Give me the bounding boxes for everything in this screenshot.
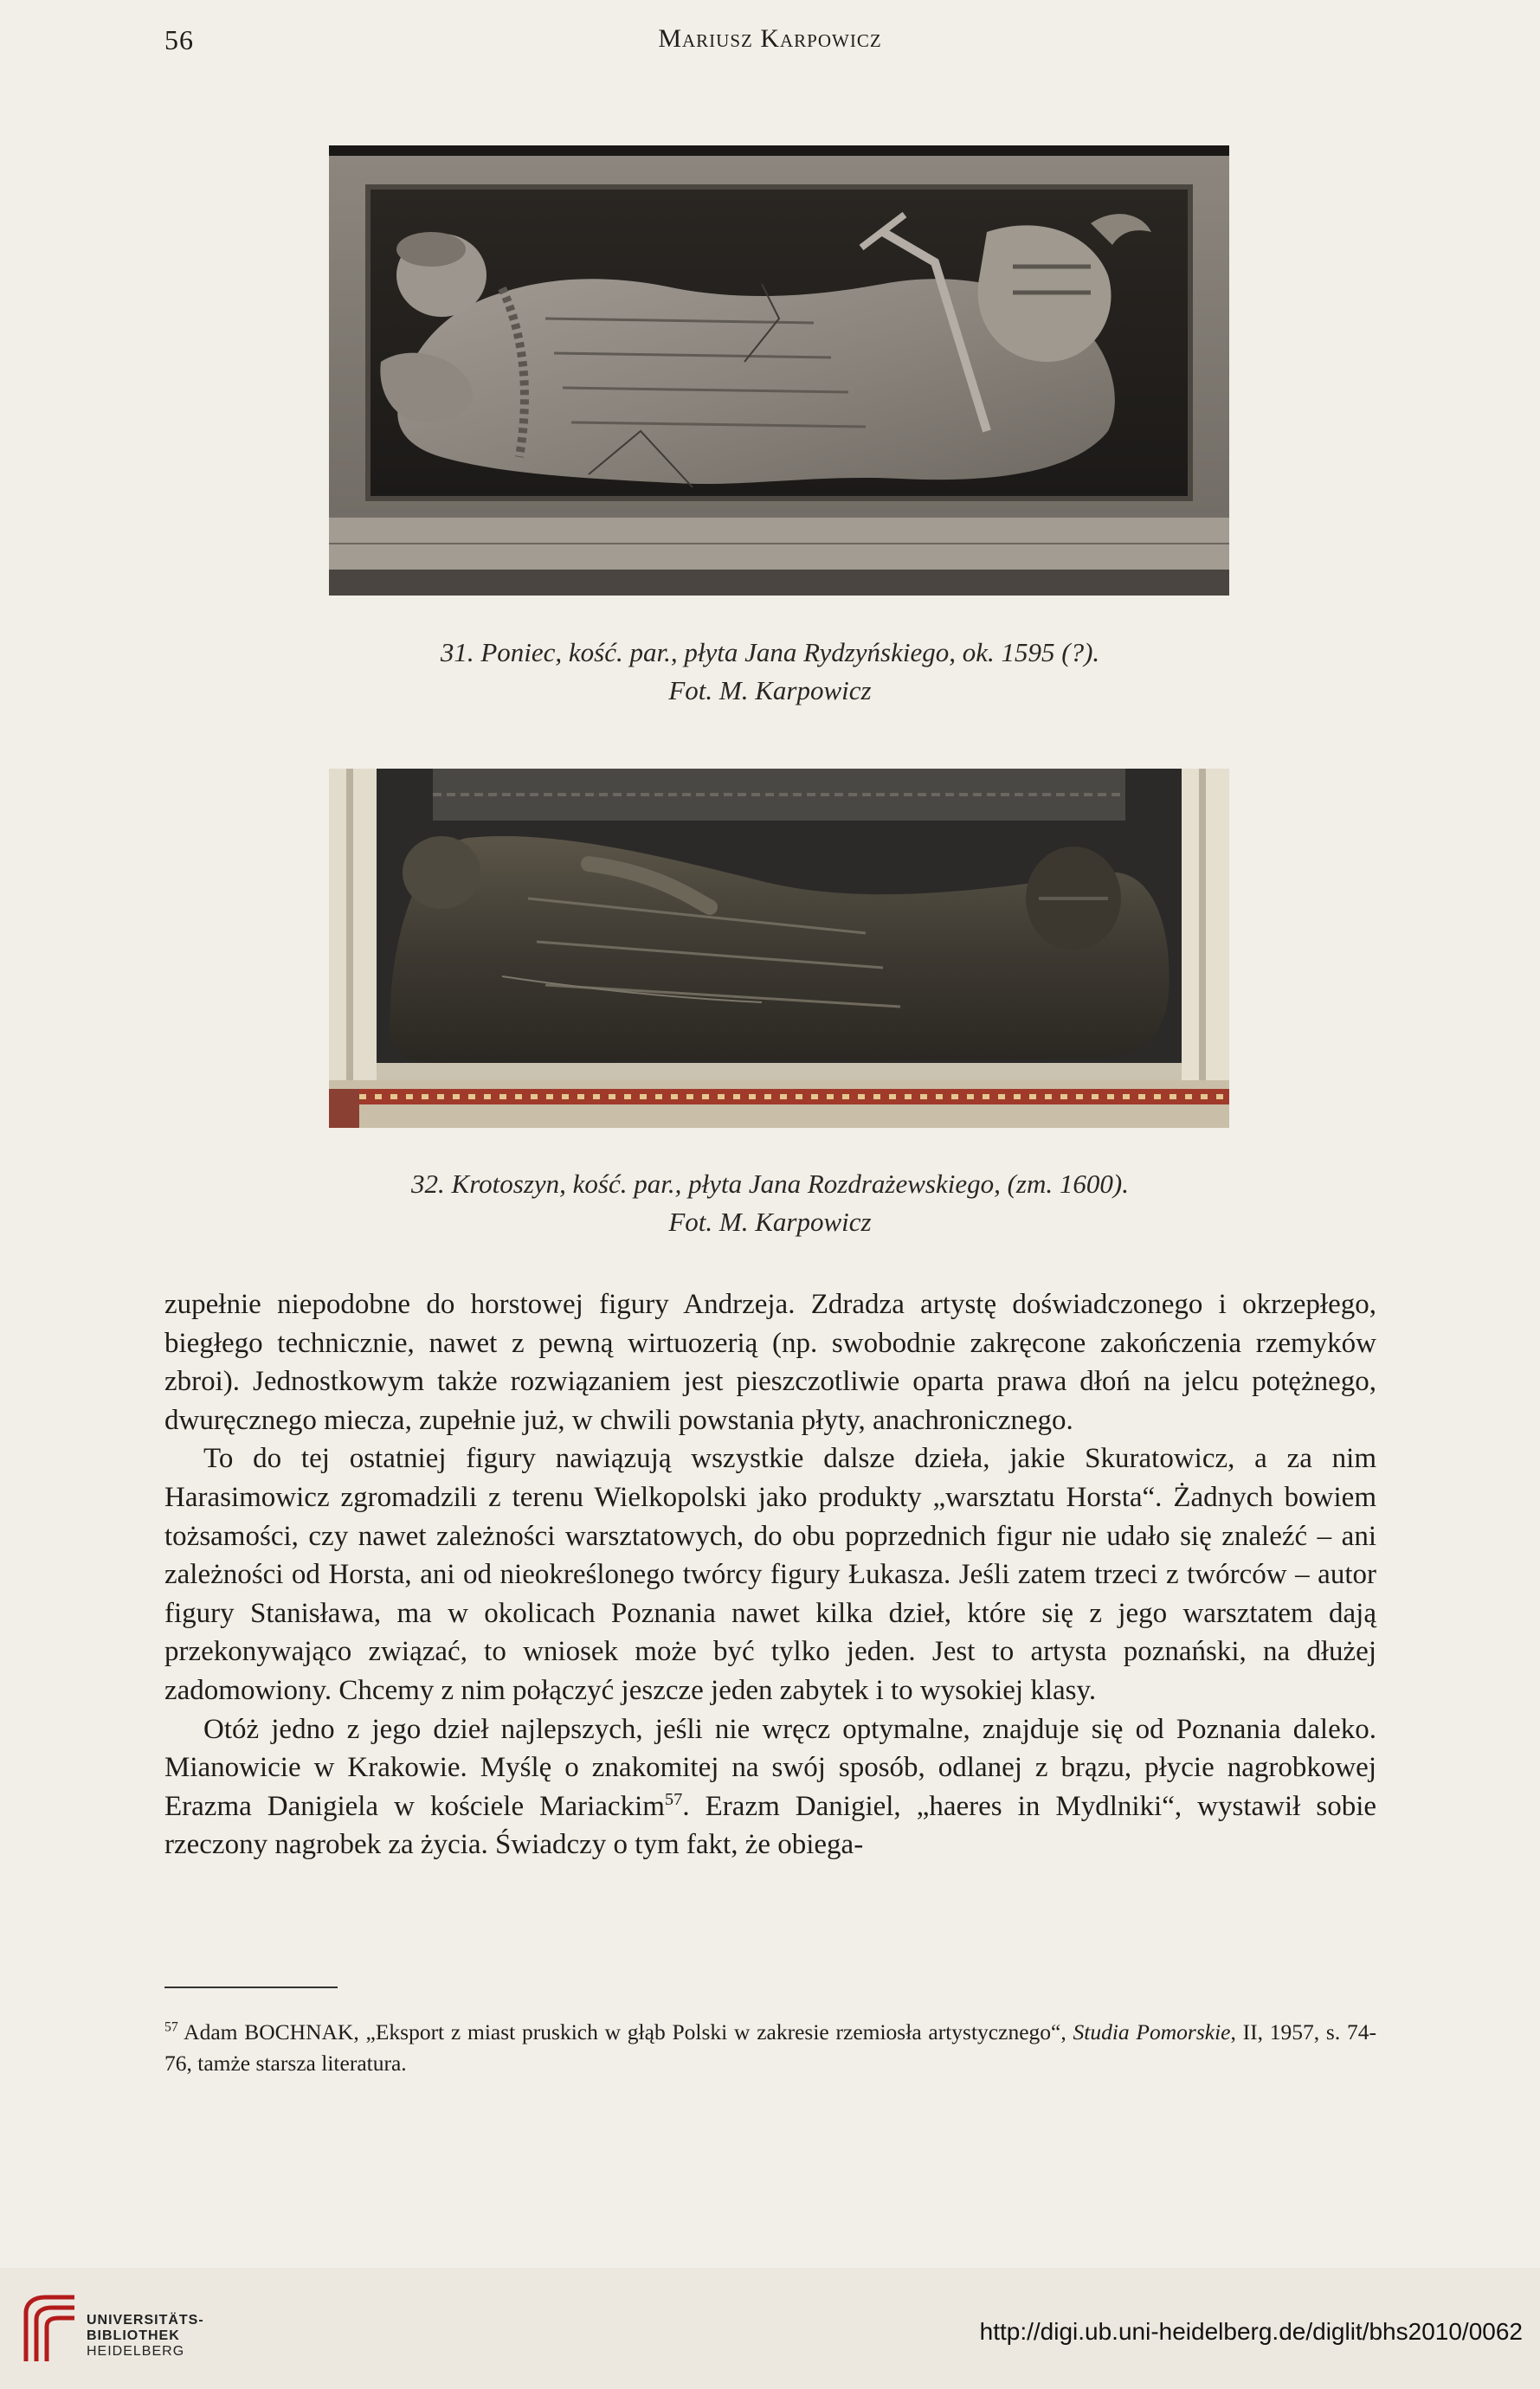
footnote-number: 57	[164, 2019, 178, 2035]
figure-31-photo	[329, 145, 1229, 596]
figure-32-caption	[0, 1165, 1540, 1241]
footnote-text-end: , II, 1957, s. 74-76, tamże starsza literatura.	[164, 2019, 1376, 2076]
footnote-divider	[164, 1987, 338, 1988]
footnote-57	[164, 2017, 1376, 2079]
source-url-link[interactable]: http://digi.ub.uni-heidelberg.de/diglit/bhs2010/0062	[979, 2318, 1523, 2345]
footnote-reference-57: 57	[664, 1789, 683, 1809]
footnote-text: Adam BOCHNAK, „Eksport z miast pruskich w głąb Polski w zakresie rzemiosła artystycznego“,	[177, 2019, 1073, 2044]
paragraph-3-text: Otóż jedno z jego dzieł najlepszych, jeśli nie wręcz optymalne, znajduje się od Poznania daleko. Mianowicie w Krakowie. Myślę o znakomitej na swój sposób, odlanej z brązu, płycie nagrobkowej Erazma Danigiela w kościele Mariackim	[164, 1713, 1376, 1822]
digitization-footer	[0, 2268, 1540, 2389]
footnote-journal-title: Studia Pomorskie	[1073, 2019, 1231, 2044]
library-name-line-3: HEIDELBERG	[87, 2344, 185, 2359]
paragraph-3	[164, 1710, 1376, 1864]
page-number: 56	[164, 24, 194, 55]
paragraph-3-continuation: . Erazm Danigiel, „haeres in Mydlniki“, wystawił sobie rzeczony nagrobek za życia. Świadczy o tym fakt, że obiega-	[164, 1790, 1377, 1861]
paragraph-1: zupełnie niepodobne do horstowej figury Andrzeja. Zdradza artystę doświadczonego i okrzepłego, biegłego technicznie, nawet z pewną wirtuozerią (np. swobodnie zakręcone zakończenia rzemyków zbroi). Jednostkowym także rozwiązaniem jest pieszczotliwie oparta prawa dłoń na jelcu potężnego, dwuręcznego miecza, zupełnie już, w chwili powstania płyty, anachronicznego.	[164, 1289, 1376, 1436]
figure-32-caption-credit: Fot. M. Karpowicz	[668, 1207, 872, 1237]
library-name	[87, 2313, 204, 2360]
body-text	[164, 1285, 1376, 1864]
figure-31-caption-credit: Fot. M. Karpowicz	[668, 675, 872, 705]
library-name-line-2: BIBLIOTHEK	[87, 2328, 180, 2343]
bronze-effigy-image	[329, 769, 1229, 1128]
tomb-slab-relief-image	[329, 145, 1229, 596]
paragraph-2: To do tej ostatniej figury nawiązują wszystkie dalsze dzieła, jakie Skuratowicz, a za nim Harasimowicz zgromadzili z terenu Wielkopolski jako produkty „warsztatu Horsta“. Żadnych bowiem tożsamości, czy nawet zależności warsztatowych, do obu poprzednich figur nie udało się znaleźć – ani zależności od Horsta, ani od nieokreślonego twórcy figury Łukasza. Jeśli zatem trzeci z twórców – autor figury Stanisława, ma w okolicach Poznania nawet kilka dzieł, które się z jego warsztatem dają przekonywająco związać, to wniosek może być tylko jeden. Jest to artysta poznański, na dłużej zadomowiony. Chcemy z nim połączyć jeszcze jeden zabytek i to wysokiej klasy.	[164, 1443, 1376, 1706]
running-head: Mariusz Karpowicz	[658, 24, 882, 53]
figure-32-photo	[329, 769, 1229, 1128]
figure-32-caption-title: 32. Krotoszyn, kość. par., płyta Jana Rozdrażewskiego, (zm. 1600).	[411, 1169, 1129, 1199]
figure-31-caption-title: 31. Poniec, kość. par., płyta Jana Rydzyńskiego, ok. 1595 (?).	[440, 637, 1100, 667]
library-name-line-1: UNIVERSITÄTS-	[87, 2313, 204, 2328]
university-library-logo-icon	[19, 2294, 81, 2363]
figure-31-caption	[0, 634, 1540, 710]
